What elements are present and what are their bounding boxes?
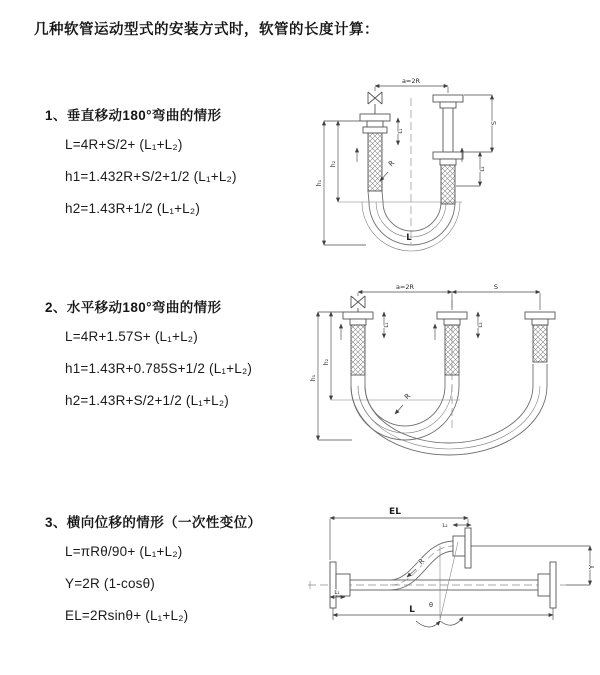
dim-label-a2r: a=2R bbox=[395, 283, 415, 291]
dimension-stroke-top bbox=[452, 283, 540, 292]
formula-line: h2=1.43R+S/2+1/2 (L₁+L₂) bbox=[65, 393, 229, 408]
radius-callout bbox=[407, 557, 426, 577]
angle-label: θ bbox=[429, 601, 433, 609]
dim-label-a2r: a=2R bbox=[401, 77, 421, 85]
dim-label-l1: L₁ bbox=[384, 322, 390, 328]
dimension-stroke-s bbox=[464, 95, 498, 152]
dim-label-s: S bbox=[490, 120, 498, 126]
dim-label-el: EL bbox=[389, 507, 401, 517]
middle-pipe-flange bbox=[437, 312, 467, 375]
dim-label-length: L bbox=[406, 233, 412, 243]
page-title: 几种软管运动型式的安装方式时，软管的长度计算： bbox=[34, 22, 379, 38]
dim-label-h2: h₂ bbox=[323, 358, 330, 366]
radius-label: R bbox=[387, 159, 397, 169]
radius-label: R bbox=[417, 557, 427, 567]
formula-line: L=4R+S/2+ (L₁+L₂) bbox=[65, 137, 183, 152]
formula-line: h1=1.432R+S/2+1/2 (L₁+L₂) bbox=[65, 169, 237, 184]
hose-u-curves bbox=[351, 364, 547, 455]
valve-icon bbox=[368, 92, 382, 114]
dim-label-l1: L₁ bbox=[334, 590, 340, 596]
radius-callout bbox=[395, 392, 412, 414]
dim-label-h2: h₂ bbox=[330, 160, 337, 168]
formula-line: L=πRθ/90+ (L₁+L₂) bbox=[65, 544, 183, 559]
dim-label-l2: L₂ bbox=[478, 322, 484, 328]
section-3-heading: 3、横向位移的情形（一次性变位） bbox=[45, 515, 262, 530]
right-pipe-flanges bbox=[433, 95, 463, 204]
left-flange bbox=[330, 562, 350, 608]
formula-line: Y=2R (1-cosθ) bbox=[65, 576, 156, 591]
formula-line: L=4R+1.57S+ (L₁+L₂) bbox=[65, 329, 198, 344]
diagram-vertical-180-bend bbox=[310, 66, 540, 256]
section-1-heading: 1、垂直移动180°弯曲的情形 bbox=[45, 108, 222, 123]
section-lateral-displacement bbox=[45, 511, 335, 638]
dim-label-s: S bbox=[493, 283, 499, 291]
diagram-horizontal-180-bend bbox=[308, 282, 600, 464]
dim-label-l2: L₂ bbox=[442, 523, 448, 529]
section-horizontal-movement bbox=[45, 296, 335, 423]
dimension-fitting-right bbox=[478, 312, 484, 338]
dimension-fitting-left bbox=[384, 312, 390, 338]
section-2-heading: 2、水平移动180°弯曲的情形 bbox=[45, 300, 222, 315]
diagram-lateral-displacement bbox=[300, 500, 600, 660]
dimension-width-top bbox=[375, 77, 448, 93]
valve-icon bbox=[351, 296, 365, 312]
dim-label-l: L bbox=[409, 605, 415, 615]
dimension-width-top bbox=[358, 283, 540, 310]
dimension-height-outer bbox=[316, 121, 366, 245]
dim-label-l2: L₂ bbox=[480, 166, 486, 172]
top-right-flange bbox=[453, 528, 471, 568]
dimension-offset-y bbox=[471, 546, 596, 585]
dim-label-l1: L₁ bbox=[398, 128, 404, 134]
dim-label-y: Y bbox=[588, 564, 596, 570]
right-pipe-flange-moved bbox=[525, 312, 555, 362]
dim-label-h1: h₁ bbox=[310, 374, 317, 382]
formula-line: EL=2Rsinθ+ (L₁+L₂) bbox=[65, 608, 189, 623]
left-pipe-flange bbox=[360, 114, 390, 191]
formula-line: h1=1.43R+0.785S+1/2 (L₁+L₂) bbox=[65, 361, 253, 376]
dim-label-h1: h₁ bbox=[316, 179, 323, 187]
formula-line: h2=1.43R+1/2 (L₁+L₂) bbox=[65, 201, 201, 216]
section-vertical-movement bbox=[45, 104, 335, 231]
radius-label: R bbox=[403, 392, 413, 402]
left-pipe-flange bbox=[343, 312, 373, 375]
bottom-right-flange bbox=[538, 562, 556, 608]
dimension-fitting-left bbox=[398, 118, 404, 145]
dimension-height-inner bbox=[323, 312, 460, 400]
